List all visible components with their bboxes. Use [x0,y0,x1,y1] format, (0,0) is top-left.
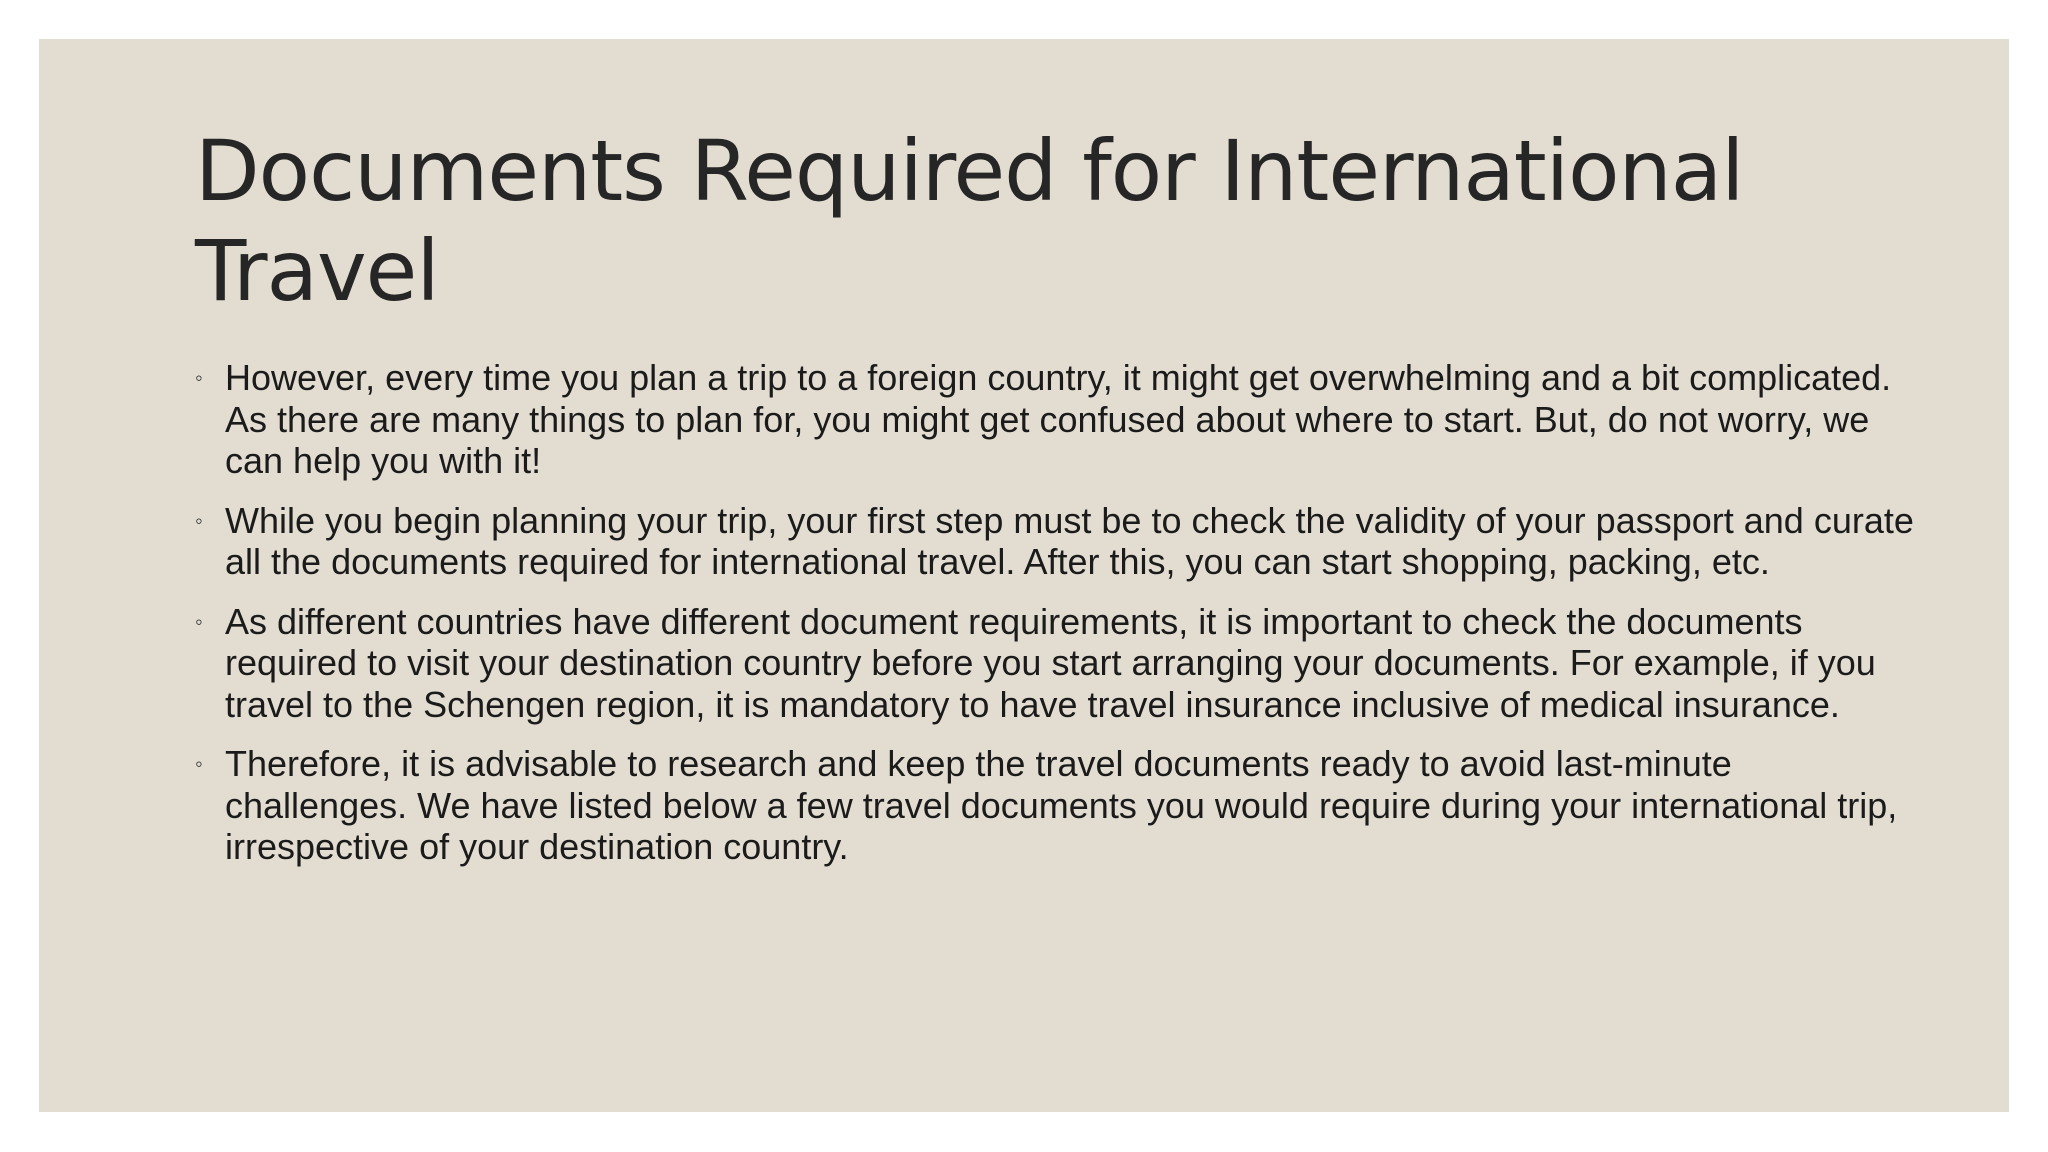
bullet-text: While you begin planning your trip, your first step must be to check the validity of your passport and curate all the documents required for international travel. After this, you can start shopping, packing, etc. [225,499,1914,582]
bullet-item [195,357,1915,482]
bullet-text: Therefore, it is advisable to research and keep the travel documents ready to avoid last-minute challenges. We have listed below a few travel documents you would require during your international trip, irrespective of your destination country. [225,743,1898,867]
bullet-text: However, every time you plan a trip to a foreign country, it might get overwhelming and a bit complicated. As there are many things to plan for, you might get confused about where to start. But, do not worry, we can help you with it! [225,357,1892,481]
bullet-marker-icon: ◦ [195,608,203,634]
bullet-marker-icon: ◦ [195,365,203,390]
bullet-text: As different countries have different document requirements, it is important to check the documents required to visit your destination country before you start arranging your documents. For example, if you travel to the Schengen region, it is mandatory to have travel insurance inclusive of medical insurance. [225,600,1876,725]
bullet-marker-icon: ◦ [195,507,203,533]
bullet-marker-icon: ◦ [195,751,203,776]
slide-title: Documents Required for International Travel [195,122,1744,320]
bullet-item [195,500,1915,583]
slide [39,39,2009,1112]
bullet-item [195,601,1915,726]
bullet-list [195,357,1915,886]
bullet-item [195,743,1915,868]
